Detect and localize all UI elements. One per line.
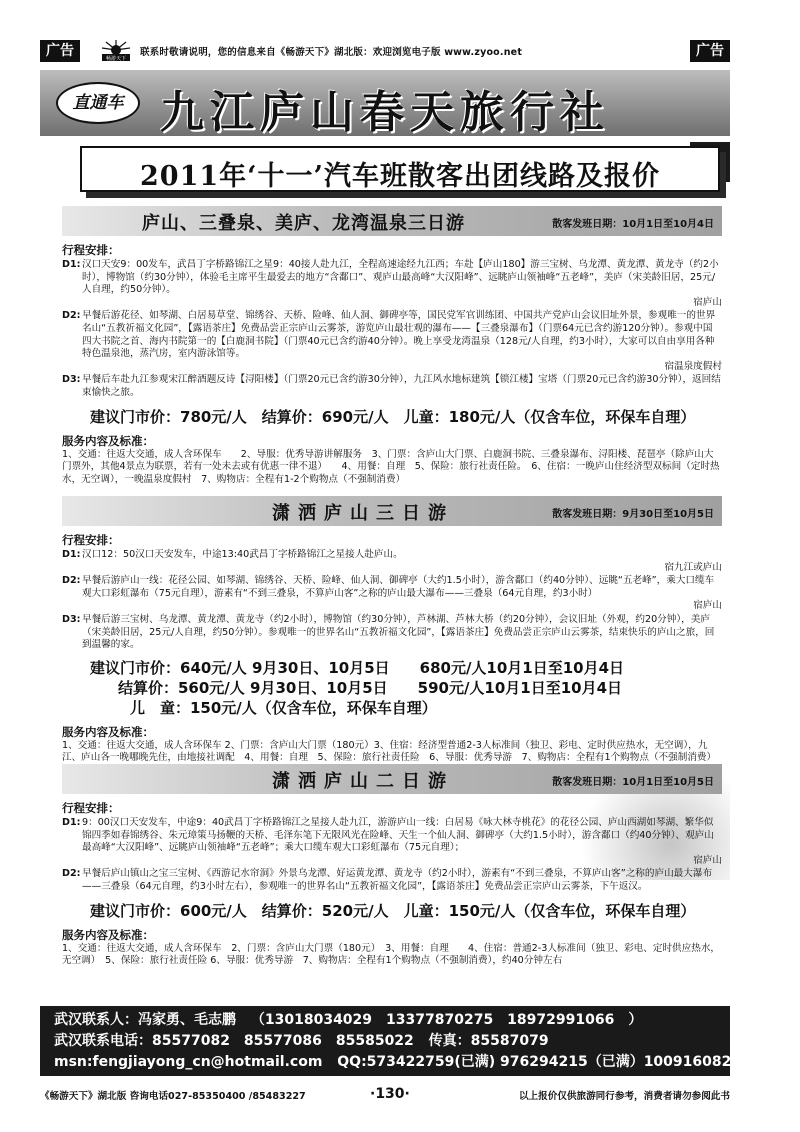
section-title: 庐山、三叠泉、美庐、龙湾温泉三日游 [142,213,465,234]
departure-dates: 散客发班日期：9月30日至10月5日 [552,509,714,520]
itinerary-day [62,868,722,893]
itinerary-day [62,374,722,399]
ad-tag-left: 广告 [40,40,80,62]
top-note: 联系时敬请说明，您的信息来自《畅游天下》湖北版：欢迎浏览电子版 www.zyoo.net [140,47,523,58]
section-header [62,206,722,236]
day-number: D1: [62,817,81,828]
day-description: 早餐后庐山镇山之宝三宝树、《西游记水帘洞》外景乌龙潭、好运黄龙潭、黄龙寺（约2小时），游素有“不到三叠泉，不算庐山客”之称的庐山最大瀑布——三叠泉（64元自理，约3小时左右），参观唯一的世界名山“五教祈福文化园”，【露语茶庄】免费品尝正宗庐山云雾茶，下午返汉。 [82,868,713,892]
contact-phones [54,1031,716,1052]
itinerary-day [62,549,722,562]
tour-section-3 [62,764,722,968]
day-description: 早餐后游庐山一线：花径公园、如琴湖、锦绣谷、天桥、险峰、仙人洞、御碑亭（大约1.5小时），游含鄱口（约40分钟）、远眺“五老峰”，乘大口缆车观大口彩虹瀑布（75元自理），游素有“不到三叠泉，不算庐山客”之称的庐山最大瀑布——三叠泉（64元自理，约3小时） [82,575,715,599]
price-line: 儿 童：150元/人（仅含车位，环保车自理） [130,698,437,717]
contact-mobiles: （13018034029 13377870275 18972991066 ） [250,1012,643,1028]
departure-dates: 散客发班日期：10月1日至10月4日 [552,219,714,230]
price-block [62,658,722,718]
service-label: 服务内容及标准： [62,724,154,739]
day-description: 汉口12：50汉口天安发车，中途13:40武昌丁字桥路锦江之星接人赴庐山。 [82,549,403,560]
logo-text: 畅游天下 [105,56,127,62]
day-accommodation: 宿温泉度假村 [664,360,722,372]
day-description: 汉口天安9：00发车，武昌丁字桥路锦江之星9：40接人赴九江，全程高速途经九江西；车赴【庐山180】游三宝树、乌龙潭、黄龙潭、黄龙寺（约2小时），博物馆（约30分钟），体验毛主席平生最爱去的地方“含鄱口”、观庐山最高峰“大汉阳峰”、远眺庐山领袖峰“五老峰”，美庐（宋美龄旧居，25元/人自理，约50分钟）。 [82,259,719,296]
itinerary-day [62,575,722,600]
day-number: D1: [62,259,81,270]
headline-banner [40,142,730,198]
service-label: 服务内容及标准： [62,433,154,448]
section-title: 潇洒庐山二日游 [272,771,454,792]
price-line: 建议门市价：600元/人 结算价：520元/人 儿童：150元/人（仅含车位，环保车自理） [90,901,696,920]
publication-logo [98,38,134,62]
headline-box [80,146,720,192]
service-details: 1、交通：往返大交通，成人含环保车 2、导服：优秀导游讲解服务 3、门票：含庐山大门票、白鹿洞书院、三叠泉瀑布、浔阳楼、琵琶亭（除庐山大门票外，其他4景点为联票，若有一处未去或有优惠一律不退） 4、用餐：自理 5、保险：旅行社责任险。 6、住宿：一晚庐山住经济型双标间（定时热水，无空调），一晚温泉度假村 7、购物店：全程有1-2个购物点（不强制消费） [62,448,720,485]
direct-badge: 直通车 [56,82,140,124]
contact-online [54,1052,742,1073]
tour-section-1 [62,206,722,486]
day-accommodation: 宿庐山 [693,854,722,866]
service-details: 1、交通：往返大交通，成人含环保车 2、门票：含庐山大门票（180元）3、住宿：经济型普通2-3人标准间（独卫、彩电、定时供应热水，无空调），九江、庐山各一晚哪晚先住，由地接社调配 4、用餐：自理 5、保险：旅行社责任险 6、导服：优秀导游 7、购物店：全程有1个购物点（不强制消费） [62,739,717,764]
contact-phones-label: 武汉联系电话：85577082 85577086 85585022 [54,1033,414,1049]
price-line: 结算价：560元/人 9月30日、10月5日 590元/人10月1日至10月4日 [118,678,623,697]
page-footer [40,1086,730,1104]
agency-name: 九江庐山春天旅行社 [160,87,610,138]
section-header [62,764,722,794]
section-title: 潇洒庐山三日游 [272,503,454,524]
contact-persons-label: 武汉联系人：冯家勇、毛志鹏 [54,1012,236,1028]
price-line: 建议门市价：780元/人 结算价：690元/人 儿童：180元/人（仅含车位，环保车自理） [90,407,696,426]
day-accommodation: 宿庐山 [693,600,722,612]
itinerary-day [62,310,722,360]
departure-dates: 散客发班日期：10月1日至10月5日 [552,777,714,788]
footer-publication: 《畅游天下》湖北版 咨询电话027-85350400 /85483227 [40,1091,306,1102]
section-header [62,496,722,526]
day-number: D2: [62,310,81,322]
headline-title: 2011年‘十一’汽车班散客出团线路及报价 [140,161,660,192]
day-number: D3: [62,613,81,625]
contact-block [40,1006,742,1076]
footer-disclaimer: 以上报价仅供旅游同行参考，消费者请勿参阅此书 [518,1091,730,1102]
itinerary-day [62,259,722,297]
itinerary-label: 行程安排： [62,533,120,547]
day-number: D1: [62,549,81,560]
itinerary-label: 行程安排： [62,801,120,815]
day-number: D3: [62,374,81,386]
day-accommodation: 宿庐山 [693,296,722,308]
day-description: 早餐后游三宝树、乌龙潭、黄龙潭、黄龙寺（约2小时），博物馆（约30分钟），芦林湖、芦林大桥（约20分钟），会议旧址（外观，约20分钟），美庐（宋美龄旧居，25元/人自理，约50分钟）。参观唯一的世界名山“五教祈福文化园”，【露语茶庄】免费品尝正宗庐山云雾茶，结束快乐的庐山之旅，回到温馨的家。 [82,613,715,651]
contact-fax: 传真：85587079 [428,1033,549,1049]
day-description: 9：00汉口天安发车，中途9：40武昌丁字桥路锦江之星接人赴九江，游游庐山一线：白居易《咏大林寺桃花》的花径公园、庐山西湖如琴湖、繁华似锦四季如春锦绣谷、朱元璋策马扬鞭的天桥、毛泽东笔下无限风光在险峰、天生一个仙人洞、御碑亭（大约1.5小时），游含鄱口（约40分钟）、观庐山最高峰“大汉阳峰”、远眺庐山领袖峰“五老峰”；乘大口缆车观大口彩虹瀑布（75元自理）； [82,817,714,854]
contact-persons [54,1010,716,1031]
day-description: 早餐后车赴九江参观宋江醉酒题反诗【浔阳楼】（门票20元已含约游30分钟），九江风水地标建筑【锁江楼】宝塔（门票20元已含约游30分钟），返回结束愉快之旅。 [82,374,721,398]
page-number: ·130· [370,1086,410,1102]
contact-qq: QQ:573422759(已满) 976294215（已满）1009160823 [337,1054,742,1070]
itinerary-day [62,614,722,652]
day-accommodation: 宿九江或庐山 [664,561,722,573]
agency-banner [40,70,730,136]
service-details: 1、交通：往返大交通，成人含环保车 2、门票：含庐山大门票（180元） 3、用餐：自理 4、住宿：普通2-3人标准间（独卫、彩电、定时供应热水，无空调） 5、保险：旅行社责任险 6、导服：优秀导游 7、购物店：全程有1个购物点（不强制消费），约40分钟左右 [62,942,721,967]
itinerary-label: 行程安排： [62,243,120,257]
day-number: D2: [62,868,81,880]
day-number: D2: [62,575,81,587]
contact-msn: msn:fengjiayong_cn@hotmail.com [54,1054,323,1070]
price-line: 建议门市价：640元/人 9月30日、10月5日 680元/人10月1日至10月4日 [90,658,625,677]
service-label: 服务内容及标准： [62,927,154,942]
itinerary-day [62,817,722,855]
top-bar [40,38,730,64]
day-description: 早餐后游花径、如琴湖、白居易草堂、锦绣谷、天桥、险峰、仙人洞、御碑亭等，国民党军官训练团、中国共产党庐山会议旧址外景，参观唯一的世界名山“五教祈福文化园”，【露语茶庄】免费品尝正宗庐山云雾茶，游览庐山最壮观的瀑布——【三叠泉瀑布】（门票64元已含约游120分钟）。参观中国四大书院之首、海内书院第一的【白鹿洞书院】（门票40元已含约游40分钟）。晚上享受龙湾温泉（128元/人自理，约3小时），大家可以自由享用各种特色温泉池，蒸汽房，室内游泳馆等。 [82,310,716,360]
ad-tag-right: 广告 [690,40,730,62]
tour-section-2 [62,496,722,778]
